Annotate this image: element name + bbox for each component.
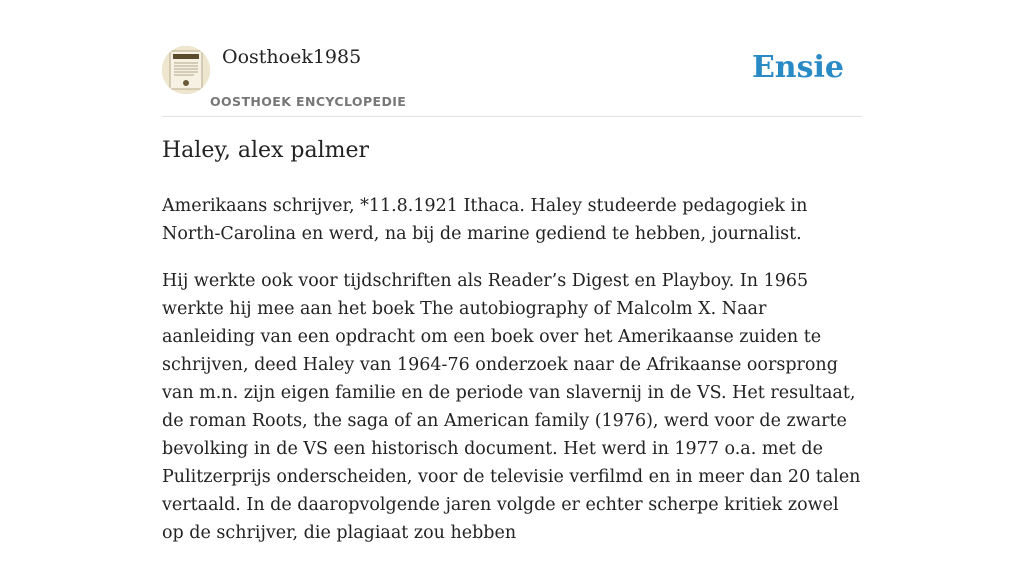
author-username[interactable]: Oosthoek1985	[222, 46, 362, 68]
ensie-logo[interactable]: Ensie	[751, 50, 844, 85]
article-body	[162, 192, 862, 566]
article-header	[162, 40, 862, 117]
article-paragraph: Hij werkte ook voor tijdschriften als Reader’s Digest en Playboy. In 1965 werkte hij mee aan het boek The autobiography of Malcolm X. Naar aanleiding van een opdracht om een boek over het Amerikaanse zuiden te schrijven, deed Haley van 1964-76 onderzoek naar de Afrikaanse oorsprong van m.n. zijn eigen familie en de periode van slavernij in de VS. Het resultaat, de roman Roots, the saga of an American family (1976), werd voor de zwarte bevolking in de VS een historisch document. Het werd in 1977 o.a. met de Pulitzerprijs onderscheiden, voor de televisie verfilmd en in meer dan 20 talen vertaald. In de daaropvolgende jaren volgde er echter scherpe kritiek zowel op de schrijver, die plagiaat zou hebben	[162, 271, 861, 543]
avatar[interactable]	[162, 46, 210, 94]
encyclopedia-cover-icon	[162, 46, 210, 94]
article-title: Haley, alex palmer	[162, 138, 370, 163]
article-paragraph: Amerikaans schrijver, *11.8.1921 Ithaca. Haley studeerde pedagogiek in North-Carolina en werd, na bij de marine gediend te hebben, journalist.	[162, 196, 808, 244]
source-label[interactable]: OOSTHOEK ENCYCLOPEDIE	[210, 94, 407, 109]
